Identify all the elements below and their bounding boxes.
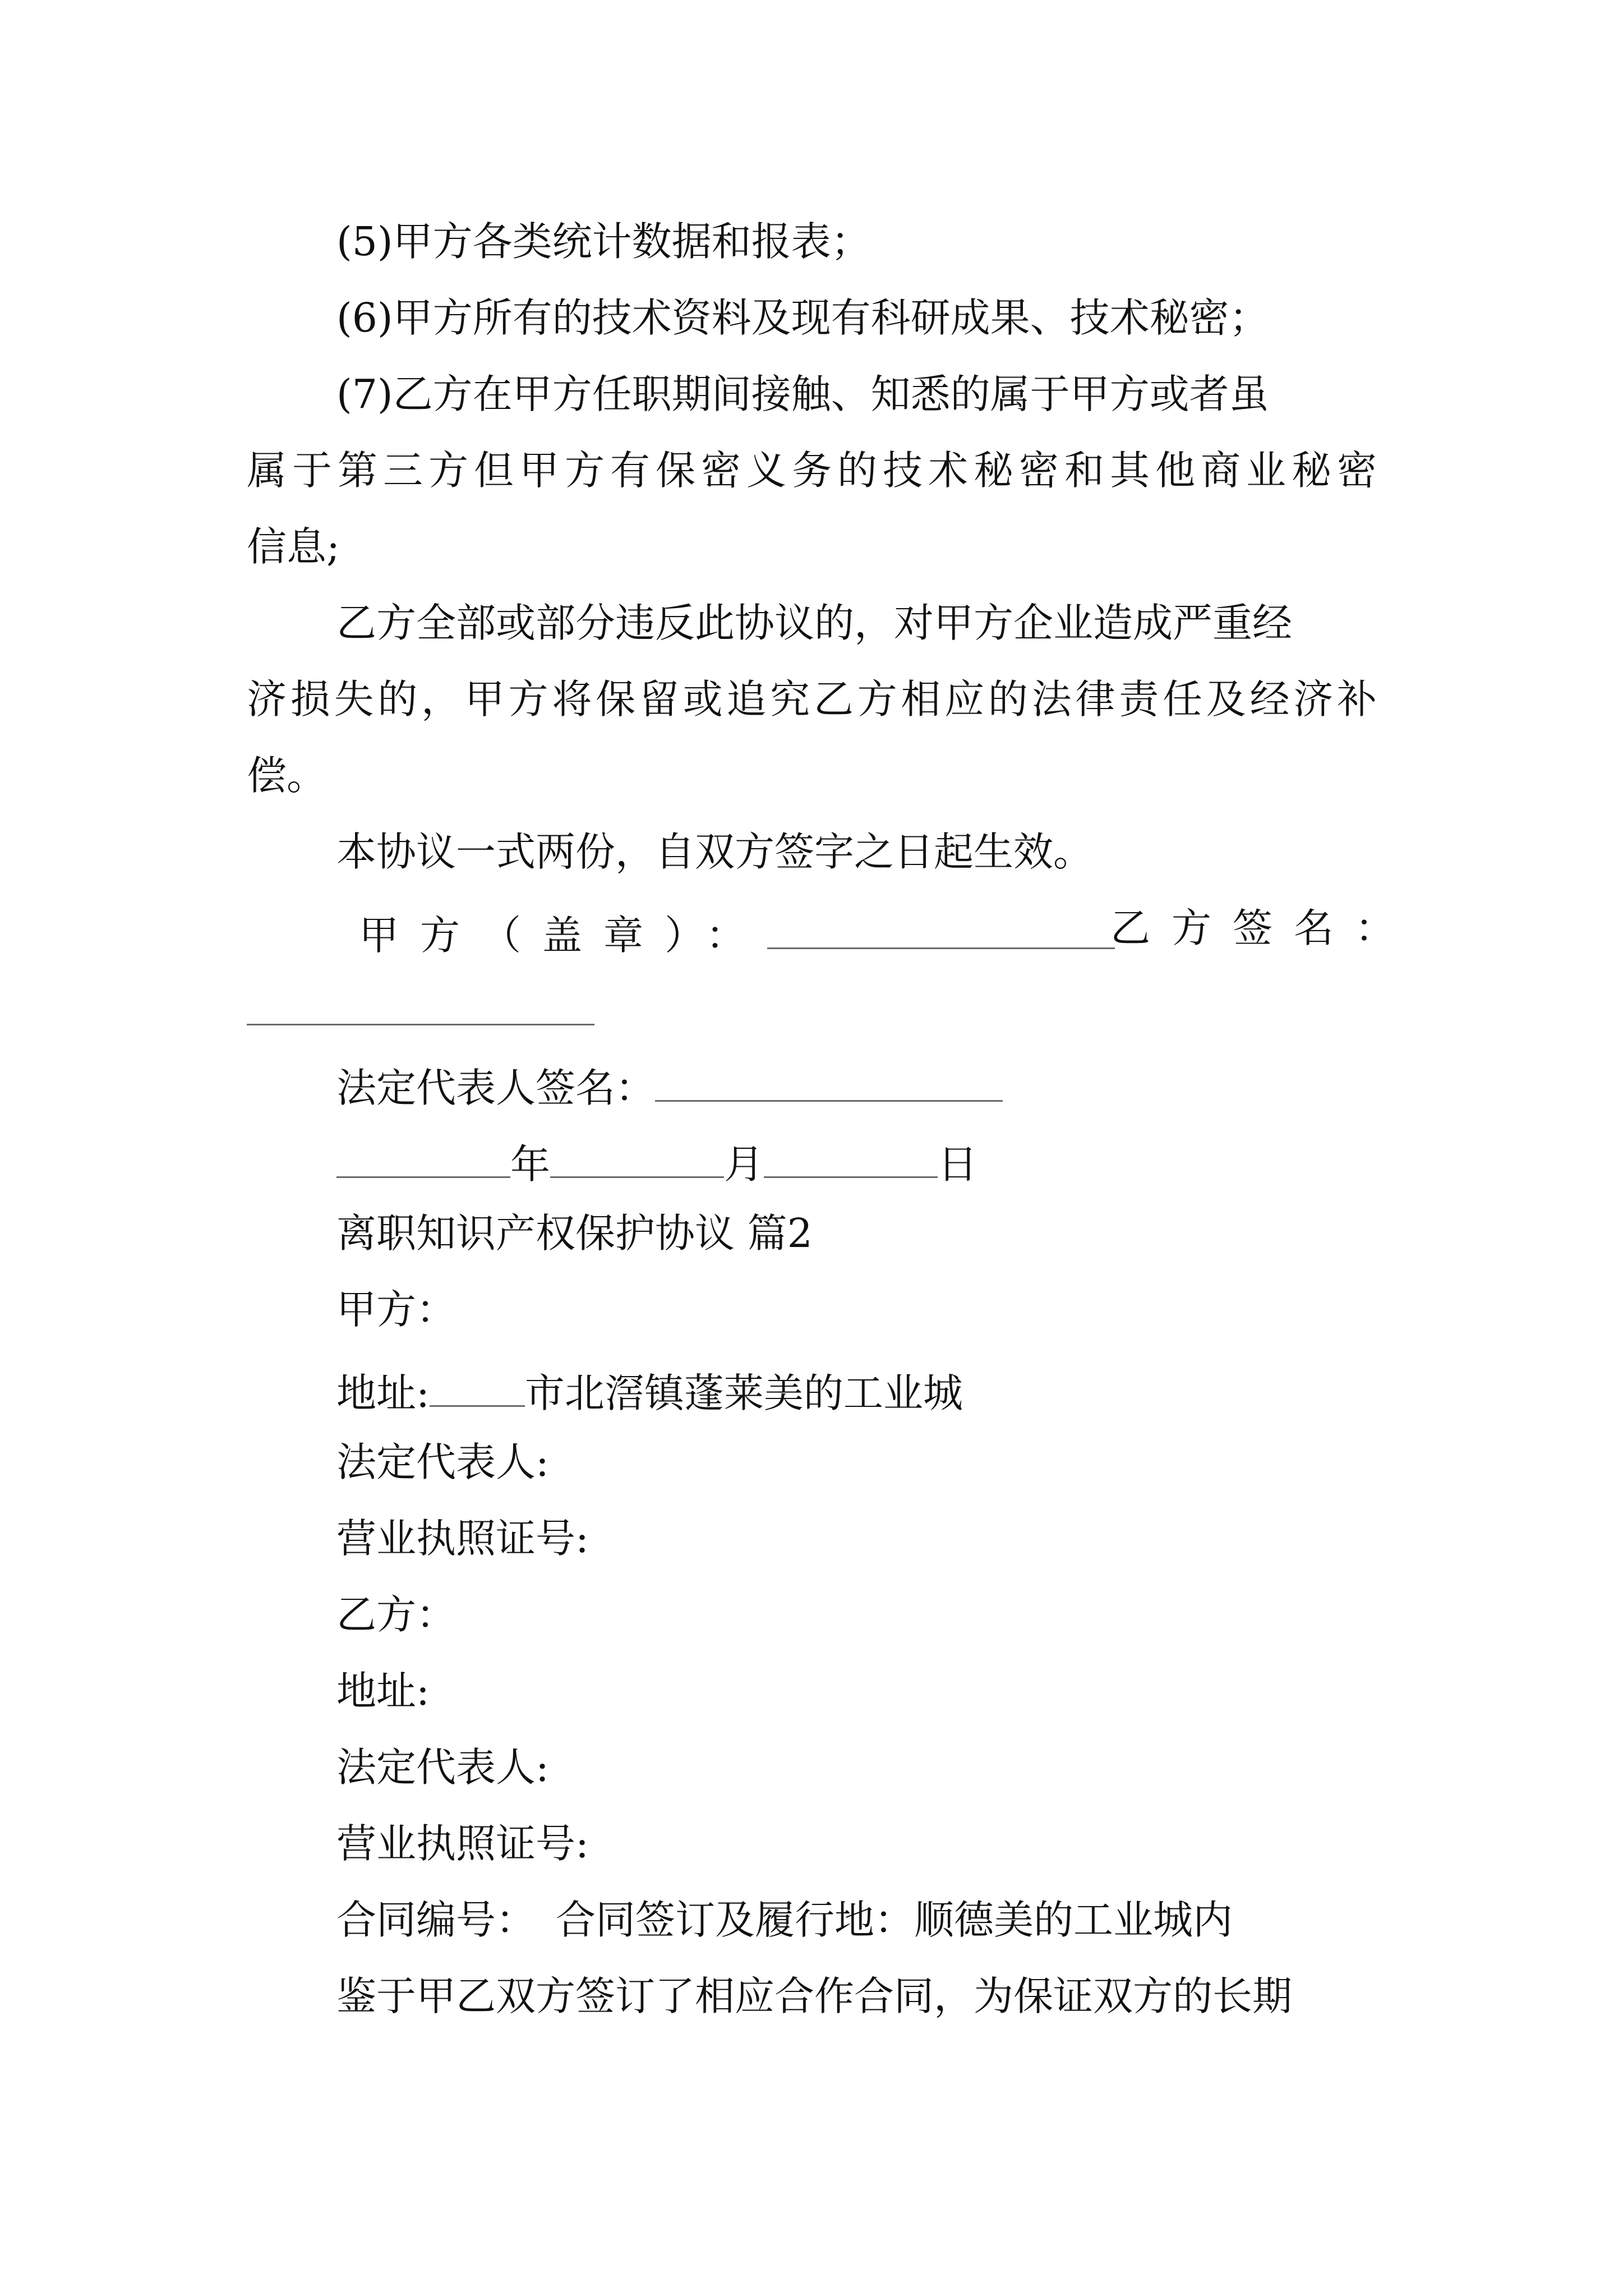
section-2-contract-row: [336, 1897, 1233, 1943]
date-row: [336, 1137, 978, 1188]
address-city-blank[interactable]: [430, 1366, 525, 1407]
party-a-seal-blank[interactable]: [767, 908, 1115, 949]
liability-line-3: 偿。: [247, 752, 327, 799]
party-a-seal-label: 甲方（盖章）：: [359, 912, 767, 959]
address-a-label: 地址:: [336, 1370, 430, 1416]
liability-line-1: 乙方全部或部分违反此协议的，对甲方企业造成严重经: [336, 600, 1293, 646]
month-label: 月: [724, 1141, 764, 1188]
year-label: 年: [510, 1141, 551, 1188]
legal-rep-signature-row: [336, 1061, 1003, 1111]
day-blank[interactable]: [764, 1137, 938, 1178]
section-2-legal-rep-a: 法定代表人:: [336, 1439, 549, 1485]
effective-clause: 本协议一式两份，自双方签字之日起生效。: [336, 829, 1094, 875]
section-2-address-a: [336, 1366, 963, 1416]
year-blank[interactable]: [336, 1137, 510, 1178]
section-2-legal-rep-b: 法定代表人:: [336, 1744, 549, 1791]
party-b-signature-label: 乙方签名：: [1110, 905, 1417, 951]
section-2-preamble: 鉴于甲乙双方签订了相应合作合同，为保证双方的长期: [336, 1973, 1293, 2019]
month-blank[interactable]: [550, 1137, 724, 1178]
section-2-license-b: 营业执照证号:: [336, 1820, 589, 1867]
clause-item-6: (6)甲方所有的技术资料及现有科研成果、技术秘密；: [336, 295, 1269, 341]
party-b-signature-blank[interactable]: [247, 984, 594, 1025]
clause-item-7-line-2: 属于第三方但甲方有保密义务的技术秘密和其他商业秘密: [247, 447, 1377, 494]
address-a-value: 市北滘镇蓬莱美的工业城: [524, 1370, 963, 1416]
clause-item-5: (5)甲方各类统计数据和报表；: [336, 218, 871, 265]
clause-item-7-line-1: (7)乙方在甲方任职期间接触、知悉的属于甲方或者虽: [336, 371, 1269, 417]
section-2-title: 离职知识产权保护协议 篇2: [336, 1210, 813, 1257]
clause-item-7-line-3: 信息;: [247, 523, 340, 570]
party-b-signature-row: [1110, 905, 1417, 951]
section-2-address-b: 地址:: [336, 1668, 430, 1714]
day-label: 日: [938, 1141, 978, 1188]
contract-number-label: 合同编号：: [336, 1897, 536, 1943]
legal-rep-signature-label: 法定代表人签名：: [336, 1065, 656, 1111]
contract-place-label: 合同签订及履行地：顺德美的工业城内: [556, 1897, 1233, 1943]
party-a-seal-row: [359, 908, 1115, 959]
legal-rep-signature-blank[interactable]: [655, 1061, 1003, 1102]
liability-line-2: 济损失的，甲方将保留或追究乙方相应的法律责任及经济补: [247, 676, 1377, 723]
section-2-party-a: 甲方：: [336, 1286, 457, 1333]
section-2-license-a: 营业执照证号:: [336, 1515, 589, 1562]
party-b-signature-blank-row: [247, 984, 594, 1032]
section-2-party-b: 乙方：: [336, 1591, 457, 1638]
